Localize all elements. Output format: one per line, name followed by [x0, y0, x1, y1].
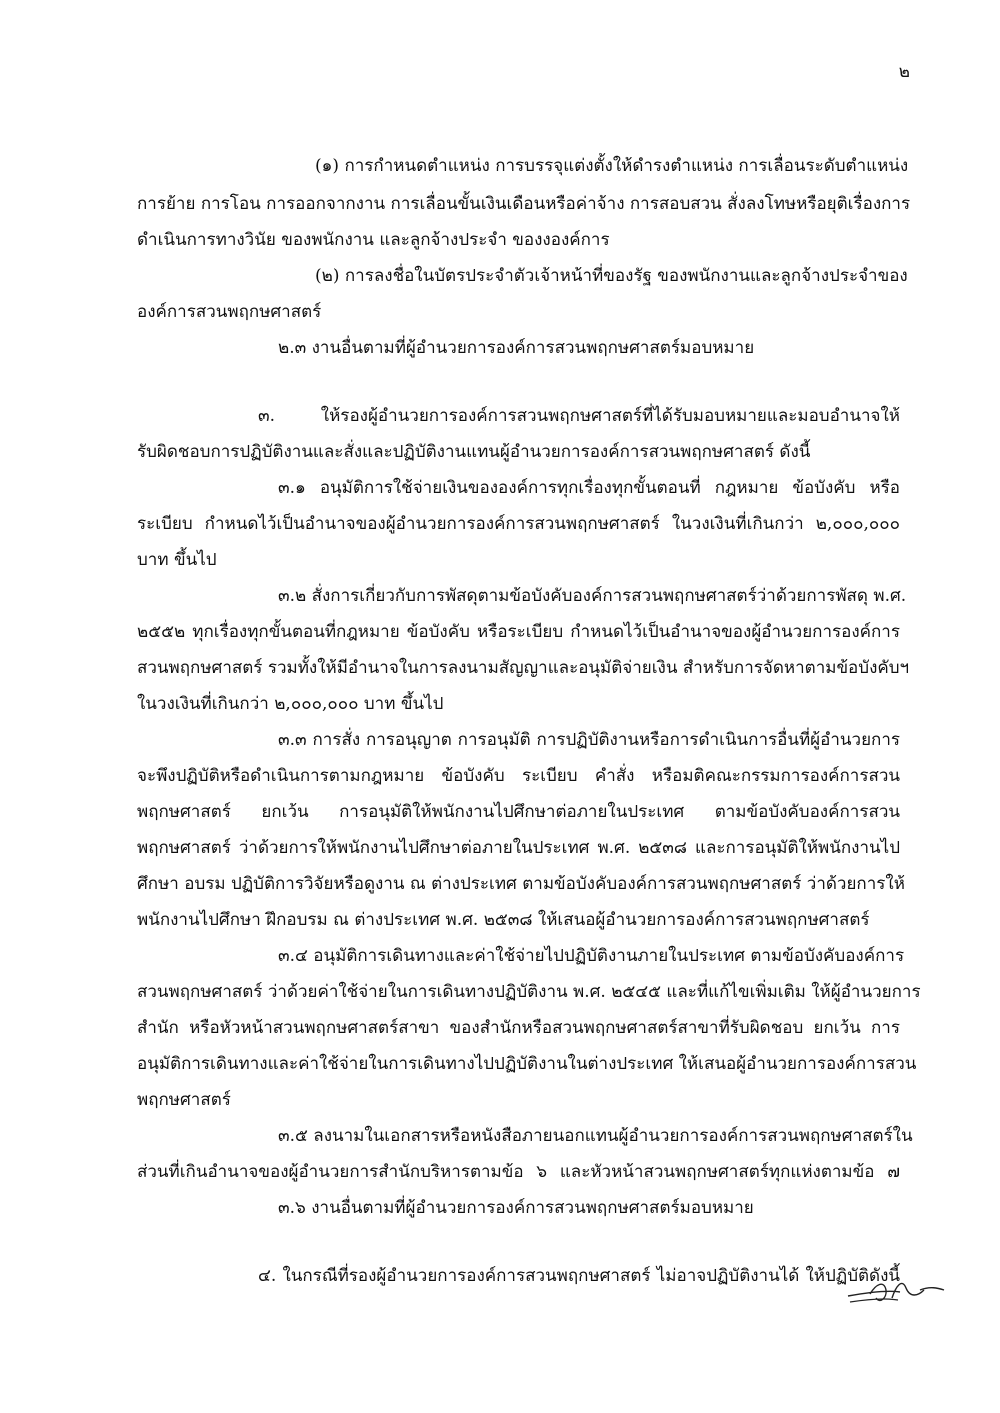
- text-line: ระเบียบ กำหนดไว้เป็นอำนาจของผู้อำนวยการองค์การสวนพฤกษศาสตร์ ในวงเงินที่เกินกว่า ๒,๐๐๐,๐๐๐: [137, 514, 900, 534]
- text-line: ๓. ให้รองผู้อำนวยการองค์การสวนพฤกษศาสตร์ที่ได้รับมอบหมายและมอบอำนาจให้: [258, 406, 900, 426]
- text-line: พฤกษศาสตร์ ยกเว้น การอนุมัติให้พนักงานไปศึกษาต่อภายในประเทศ ตามข้อบังคับองค์การสวน: [137, 802, 900, 822]
- text-line: ๒.๓ งานอื่นตามที่ผู้อำนวยการองค์การสวนพฤกษศาสตร์มอบหมาย: [278, 338, 755, 358]
- text-line: อนุมัติการเดินทางและค่าใช้จ่ายในการเดินทางไปปฏิบัติงานในต่างประเทศ ให้เสนอผู้อำนวยการองค์การสวน: [137, 1054, 917, 1074]
- text-line: ๓.๑ อนุมัติการใช้จ่ายเงินขององค์การทุกเรื่องทุกขั้นตอนที่ กฎหมาย ข้อบังคับ หรือ: [278, 478, 900, 498]
- text-line: การย้าย การโอน การออกจากงาน การเลื่อนขั้นเงินเดือนหรือค่าจ้าง การสอบสวน สั่งลงโทษหรือยุติเรื่องการ: [137, 194, 911, 214]
- text-line: ๔. ในกรณีที่รองผู้อำนวยการองค์การสวนพฤกษศาสตร์ ไม่อาจปฏิบัติงานได้ ให้ปฏิบัติดังนี้: [258, 1266, 900, 1286]
- text-line: สวนพฤกษศาสตร์ รวมทั้งให้มีอำนาจในการลงนามสัญญาและอนุมัติจ่ายเงิน สำหรับการจัดหาตามข้อบังคับฯ: [137, 658, 910, 678]
- signature-mark: [840, 1268, 950, 1312]
- text-line: บาท ขึ้นไป: [137, 550, 217, 570]
- text-line: ในวงเงินที่เกินกว่า ๒,๐๐๐,๐๐๐ บาท ขึ้นไป: [137, 694, 444, 714]
- text-line: (๑) การกำหนดตำแหน่ง การบรรจุแต่งตั้งให้ดำรงตำแหน่ง การเลื่อนระดับตำแหน่ง: [315, 156, 909, 176]
- text-line: สวนพฤกษศาสตร์ ว่าด้วยค่าใช้จ่ายในการเดินทางปฏิบัติงาน พ.ศ. ๒๕๔๕ และที่แก้ไขเพิ่มเติม ให้ผู้อำนวยการ: [137, 982, 921, 1002]
- page-number: ๒: [898, 62, 910, 82]
- text-line: ๓.๖ งานอื่นตามที่ผู้อำนวยการองค์การสวนพฤกษศาสตร์มอบหมาย: [278, 1198, 754, 1218]
- text-line: รับผิดชอบการปฏิบัติงานและสั่งและปฏิบัติงานแทนผู้อำนวยการองค์การสวนพฤกษศาสตร์ ดังนี้: [137, 442, 811, 462]
- text-line: พนักงานไปศึกษา ฝึกอบรม ณ ต่างประเทศ พ.ศ. ๒๕๓๘ ให้เสนอผู้อำนวยการองค์การสวนพฤกษศาสตร์: [137, 910, 870, 930]
- text-line: ๓.๓ การสั่ง การอนุญาต การอนุมัติ การปฏิบัติงานหรือการดำเนินการอื่นที่ผู้อำนวยการ: [278, 730, 900, 750]
- text-line: องค์การสวนพฤกษศาสตร์: [137, 302, 322, 322]
- text-line: ส่วนที่เกินอำนาจของผู้อำนวยการสำนักบริหารตามข้อ ๖ และหัวหน้าสวนพฤกษศาสตร์ทุกแห่งตามข้อ ๗: [137, 1162, 900, 1182]
- text-line: จะพึงปฏิบัติหรือดำเนินการตามกฎหมาย ข้อบังคับ ระเบียบ คำสั่ง หรือมติคณะกรรมการองค์การสวน: [137, 766, 900, 786]
- text-line: ศึกษา อบรม ปฏิบัติการวิจัยหรือดูงาน ณ ต่างประเทศ ตามข้อบังคับองค์การสวนพฤกษศาสตร์ ว่าด้วยการให้: [137, 874, 905, 894]
- text-line: ๓.๒ สั่งการเกี่ยวกับการพัสดุตามข้อบังคับองค์การสวนพฤกษศาสตร์ว่าด้วยการพัสดุ พ.ศ.: [278, 586, 907, 606]
- text-line: สำนัก หรือหัวหน้าสวนพฤกษศาสตร์สาขา ของสำนักหรือสวนพฤกษศาสตร์สาขาที่รับผิดชอบ ยกเว้น การ: [137, 1018, 900, 1038]
- text-line: พฤกษศาสตร์: [137, 1090, 231, 1110]
- text-line: พฤกษศาสตร์ ว่าด้วยการให้พนักงานไปศึกษาต่อภายในประเทศ พ.ศ. ๒๕๓๘ และการอนุมัติให้พนักงานไป: [137, 838, 900, 858]
- text-line: ๓.๕ ลงนามในเอกสารหรือหนังสือภายนอกแทนผู้อำนวยการองค์การสวนพฤกษศาสตร์ใน: [278, 1126, 913, 1146]
- text-line: ดำเนินการทางวินัย ของพนักงาน และลูกจ้างประจำ ของงองค์การ: [137, 230, 610, 250]
- text-line: ๒๕๕๒ ทุกเรื่องทุกขั้นตอนที่กฎหมาย ข้อบังคับ หรือระเบียบ กำหนดไว้เป็นอำนาจของผู้อำนวยการองค์การ: [137, 622, 900, 642]
- text-line: (๒) การลงชื่อในบัตรประจำตัวเจ้าหน้าที่ของรัฐ ของพนักงานและลูกจ้างประจำของ: [315, 266, 908, 286]
- text-line: ๓.๔ อนุมัติการเดินทางและค่าใช้จ่ายไปปฏิบัติงานภายในประเทศ ตามข้อบังคับองค์การ: [278, 946, 905, 966]
